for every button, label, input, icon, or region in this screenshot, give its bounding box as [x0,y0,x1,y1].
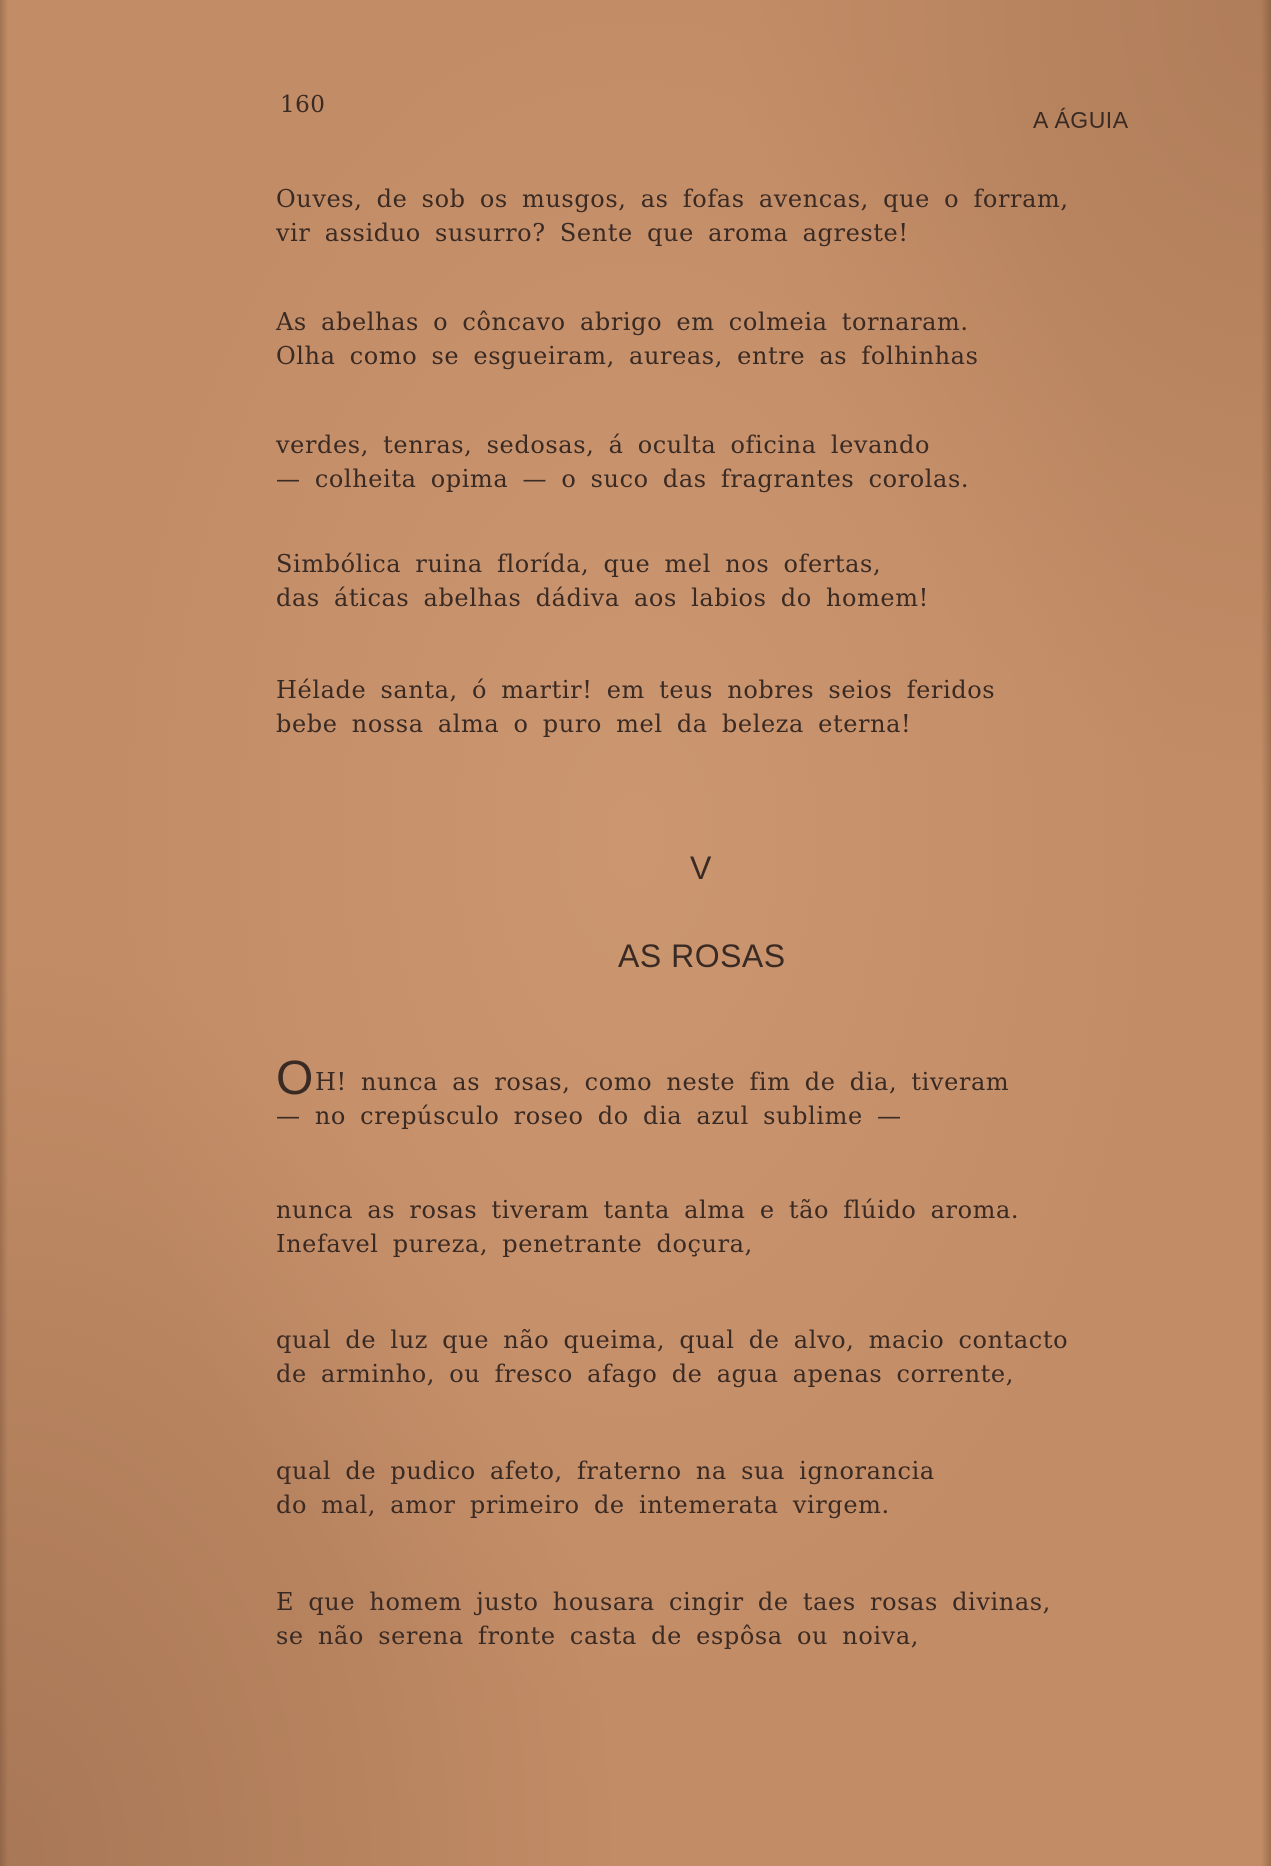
verse-line: Hélade santa, ó martir! em teus nobres seios feridos [276,676,996,704]
verse-line: das áticas abelhas dádiva aos labios do homem! [276,584,929,612]
verse-line: do mal, amor primeiro de intemerata virgem. [276,1491,890,1519]
verse-line: — colheita opima — o suco das fragrantes corolas. [276,465,970,493]
stanza [276,182,1069,250]
verse-line: As abelhas o côncavo abrigo em colmeia tornaram. [276,308,969,336]
verse-line-opening [276,1052,1010,1105]
stanza [276,1323,1068,1391]
stanza [276,1454,935,1522]
drop-cap: O [276,1052,314,1105]
page-edge-shadow-right [1261,0,1271,1866]
stanza [276,305,979,373]
verse-line: de arminho, ou fresco afago de agua apenas corrente, [276,1360,1014,1388]
verse-line: nunca as rosas tiveram tanta alma e tão flúido aroma. [276,1196,1020,1224]
stanza [276,673,995,741]
page-edge-shadow-left [0,0,8,1866]
stanza [276,1193,1019,1261]
stanza [276,1052,1010,1133]
verse-line: qual de luz que não queima, qual de alvo, macio contacto [276,1326,1069,1354]
section-numeral: V [690,850,712,886]
verse-line: — no crepúsculo roseo do dia azul sublime — [276,1102,902,1130]
verse-line: Simbólica ruina florída, que mel nos ofertas, [276,550,882,578]
stanza [276,547,929,615]
small-cap-word: H! [314,1068,347,1096]
stanza [276,1585,1051,1653]
verse-line-rest: nunca as rosas, como neste fim de dia, tiveram [346,1068,1010,1096]
verse-line: E que homem justo housara cingir de taes rosas divinas, [276,1588,1051,1616]
verse-line: Olha como se esgueiram, aureas, entre as folhinhas [276,342,979,370]
verse-line: bebe nossa alma o puro mel da beleza eterna! [276,710,912,738]
stanza [276,428,969,496]
running-title: A ÁGUIA [1033,107,1129,133]
section-title: AS ROSAS [618,938,786,974]
verse-line: vir assiduo susurro? Sente que aroma agreste! [276,219,909,247]
verse-line: Inefavel pureza, penetrante doçura, [276,1230,753,1258]
verse-line: qual de pudico afeto, fraterno na sua ignorancia [276,1457,935,1485]
verse-line: Ouves, de sob os musgos, as fofas avencas, que o forram, [276,185,1069,213]
verse-line: se não serena fronte casta de espôsa ou noiva, [276,1622,919,1650]
page-number: 160 [280,92,326,118]
verse-line: verdes, tenras, sedosas, á oculta oficina levando [276,431,931,459]
